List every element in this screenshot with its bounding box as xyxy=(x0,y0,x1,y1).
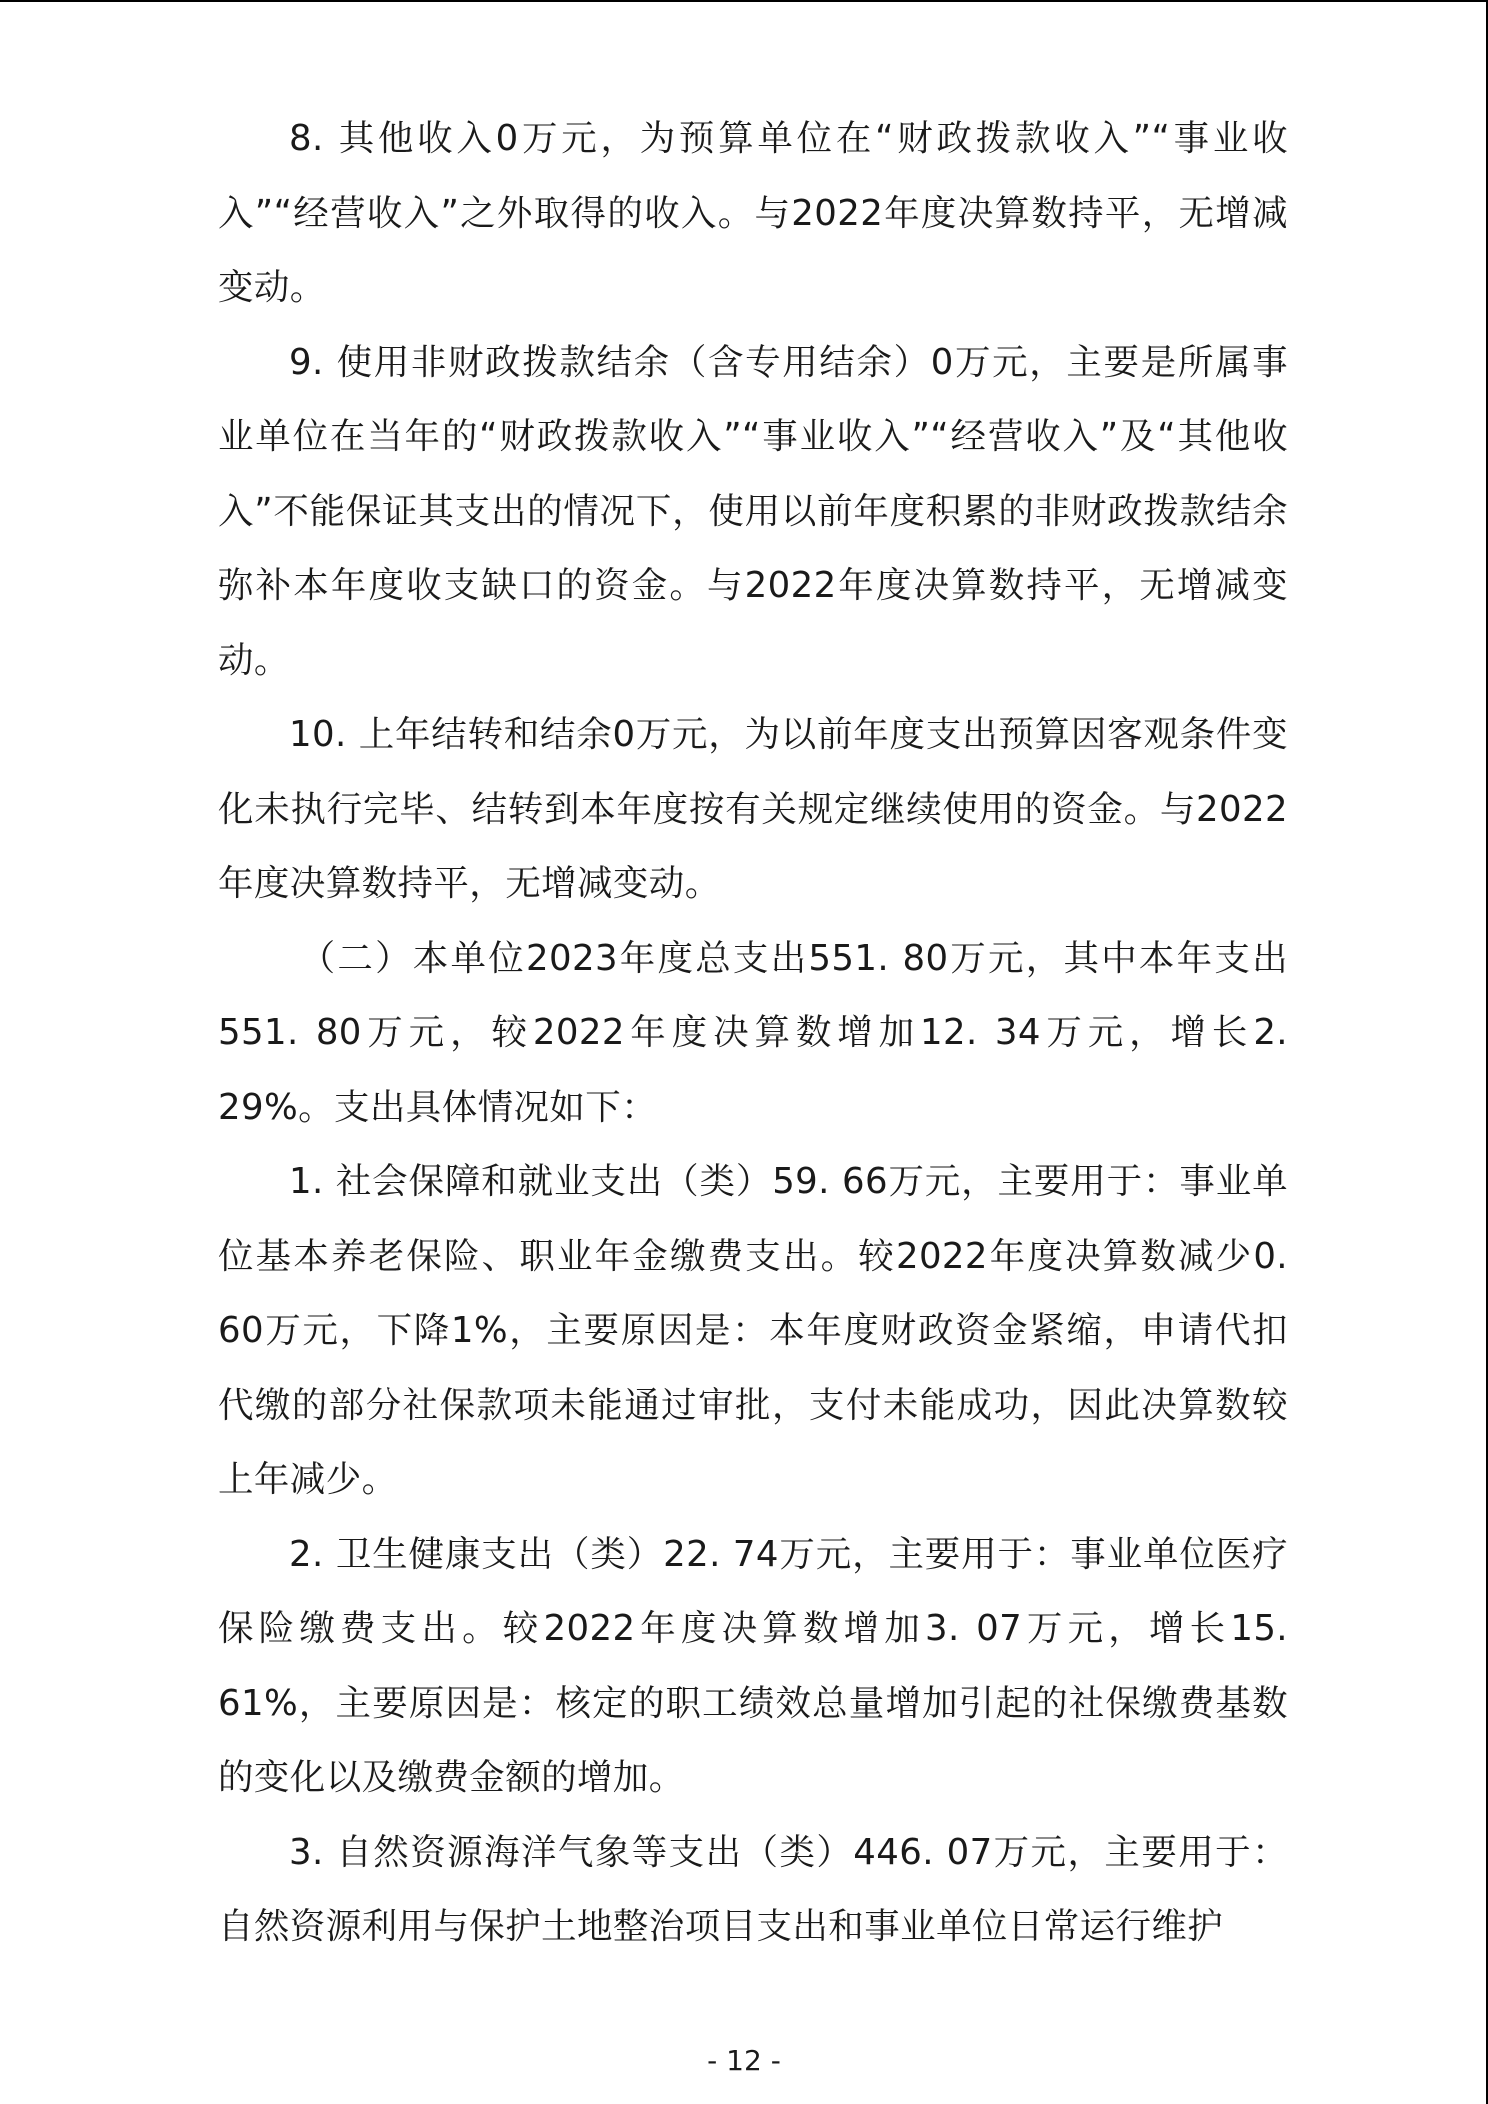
paragraph-other-income: 8. 其他收入0万元，为预算单位在“财政拨款收入”“事业收入”“经营收入”之外取得的收入。与2022年度决算数持平，无增减变动。 xyxy=(218,118,1288,308)
paragraph-non-fiscal-balance: 9. 使用非财政拨款结余（含专用结余）0万元，主要是所属事业单位在当年的“财政拨款收入”“事业收入”“经营收入”及“其他收入”不能保证其支出的情况下，使用以前年度积累的非财政拨款结余弥补本年度收支缺口的资金。与2022年度决算数持平，无增减变动。 xyxy=(218,341,1288,681)
paragraph-social-security: 1. 社会保障和就业支出（类）59. 66万元，主要用于：事业单位基本养老保险、职业年金缴费支出。较2022年度决算数减少0. 60万元，下降1%，主要原因是：本年度财政资金紧缩，申请代扣代缴的部分社保款项未能通过审批，支付未能成功，因此决算数较上年减少。 xyxy=(218,1161,1288,1500)
paragraph-total-expenditure: （二）本单位2023年度总支出551. 80万元，其中本年支出551. 80万元，较2022年度决算数增加12. 34万元，增长2. 29%。支出具体情况如下： xyxy=(218,937,1288,1128)
paragraph-natural-resources: 3. 自然资源海洋气象等支出（类）446. 07万元，主要用于：自然资源利用与保护土地整治项目支出和事业单位日常运行维护 xyxy=(218,1831,1288,1947)
paragraph-carryover: 10. 上年结转和结余0万元，为以前年度支出预算因客观条件变化未执行完毕、结转到本年度按有关规定继续使用的资金。与2022年度决算数持平，无增减变动。 xyxy=(218,714,1288,904)
document-body xyxy=(218,102,1288,1965)
paragraph-health: 2. 卫生健康支出（类）22. 74万元，主要用于：事业单位医疗保险缴费支出。较2022年度决算数增加3. 07万元，增长15. 61%，主要原因是：核定的职工绩效总量增加引起的社保缴费基数的变化以及缴费金额的增加。 xyxy=(218,1533,1288,1798)
page-number: - 12 - xyxy=(707,2044,781,2077)
